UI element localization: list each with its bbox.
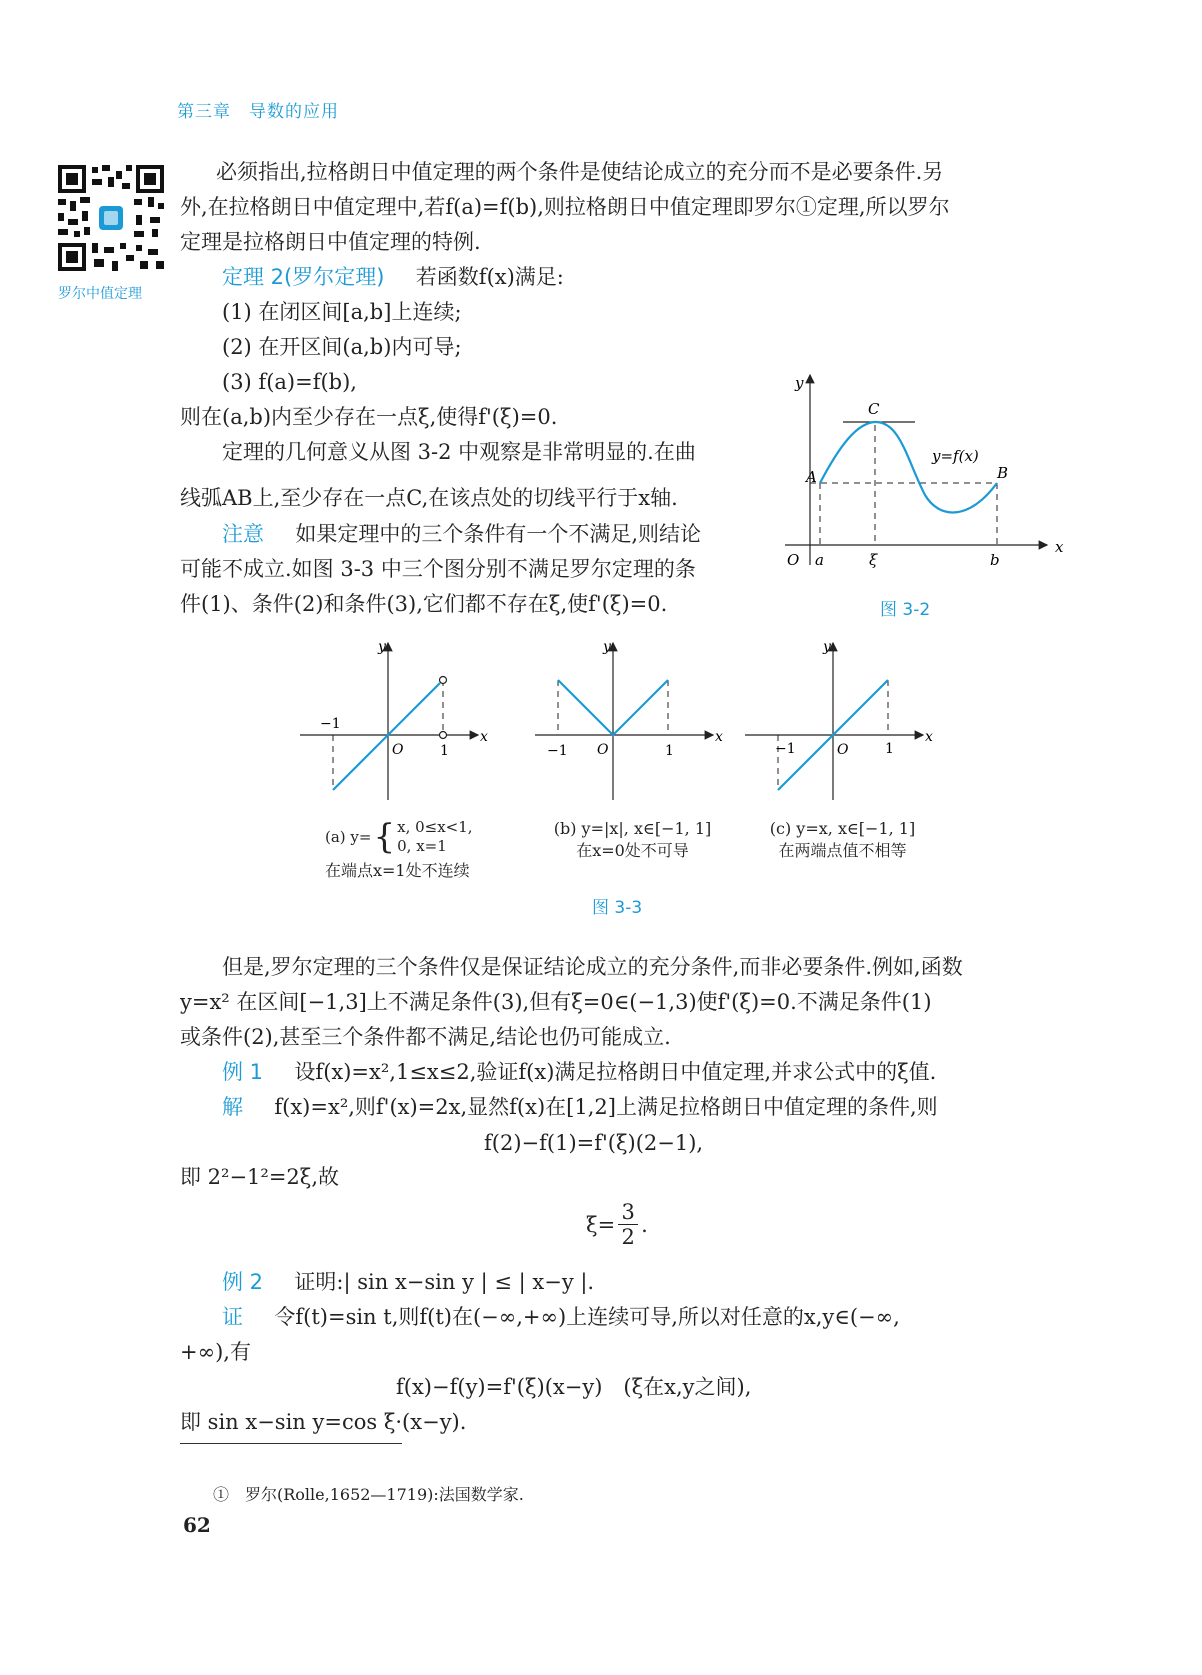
example2-label: 例 2 bbox=[222, 1270, 264, 1294]
fig32-y-label: y bbox=[795, 374, 804, 392]
fig33c-neg1: −1 bbox=[775, 741, 796, 757]
solution1-xi: ξ= bbox=[586, 1212, 616, 1237]
fig32-curve-label: y=f(x) bbox=[932, 447, 979, 465]
fig32-xi-label: ξ bbox=[869, 551, 878, 569]
solution1-denominator: 2 bbox=[621, 1225, 635, 1249]
fig33c-origin: O bbox=[837, 742, 849, 758]
footnote: ① 罗尔(Rolle,1652—1719):法国数学家. bbox=[213, 1485, 524, 1504]
chapter-header: 第三章 导数的应用 bbox=[177, 102, 339, 122]
fig33a-neg1: −1 bbox=[320, 716, 341, 732]
para1-line2: 外,在拉格朗日中值定理中,若f(a)=f(b),则拉格朗日中值定理即罗尔①定理,所以罗尔 bbox=[180, 195, 950, 219]
fig33a-cap-prefix: (a) y= bbox=[325, 828, 372, 846]
solution1-period: . bbox=[641, 1212, 648, 1237]
fig33a-origin: O bbox=[392, 742, 404, 758]
fig33a-case1: x, 0≤x<1, bbox=[397, 818, 473, 836]
proof2 bbox=[222, 1303, 900, 1331]
example2-text: 证明:| sin x−sin y | ≤ | x−y |. bbox=[294, 1270, 595, 1294]
fig33c-one: 1 bbox=[885, 741, 894, 757]
fig33a-cap-note: 在端点x=1处不连续 bbox=[325, 861, 470, 880]
fig33b-y-label: y bbox=[603, 639, 611, 655]
figure-3-3-caption: 图 3-3 bbox=[592, 898, 643, 918]
example2 bbox=[222, 1268, 594, 1296]
note-label: 注意 bbox=[222, 522, 264, 546]
fig32-A-label: A bbox=[806, 468, 817, 486]
fig33a-x-label: x bbox=[480, 729, 488, 745]
geom-line1: 定理的几何意义从图 3-2 中观察是非常明显的.在曲 bbox=[222, 440, 696, 464]
para1-line1: 必须指出,拉格朗日中值定理的两个条件是使结论成立的充分而不是必要条件.另 bbox=[216, 160, 944, 184]
example1 bbox=[222, 1058, 936, 1086]
fig33c-cap-line1: (c) y=x, x∈[−1, 1] bbox=[769, 819, 916, 838]
para2-line1: 但是,罗尔定理的三个条件仅是保证结论成立的充分条件,而非必要条件.例如,函数 bbox=[222, 955, 963, 979]
theorem2-intro: 若函数f(x)满足: bbox=[415, 265, 564, 289]
fig33b-origin: O bbox=[597, 742, 609, 758]
fig33c-x-label: x bbox=[925, 729, 933, 745]
proof2-line3: 即 sin x−sin y=cos ξ·(x−y). bbox=[180, 1410, 467, 1434]
fig33a-caption bbox=[325, 818, 495, 882]
fig33a-closed-point bbox=[440, 732, 447, 739]
qr-code-icon[interactable] bbox=[56, 163, 166, 273]
theorem2-conclusion: 则在(a,b)内至少存在一点ξ,使得f'(ξ)=0. bbox=[180, 405, 558, 429]
theorem2-condition-3: (3) f(a)=f(b), bbox=[222, 370, 357, 394]
fig32-x-label: x bbox=[1055, 538, 1064, 556]
proof2-line2: +∞),有 bbox=[180, 1340, 251, 1364]
fig33b-cap-line1: (b) y=|x|, x∈[−1, 1] bbox=[553, 819, 712, 838]
figure-3-2-caption: 图 3-2 bbox=[880, 600, 931, 620]
solution1-numerator: 3 bbox=[621, 1200, 635, 1224]
fig33a-case2: 0, x=1 bbox=[397, 837, 447, 855]
proof2-eq: f(x)−f(y)=f'(ξ)(x−y) (ξ在x,y之间), bbox=[396, 1375, 752, 1399]
solution1-label: 解 bbox=[222, 1095, 243, 1119]
note-line3: 件(1)、条件(2)和条件(3),它们都不存在ξ,使f'(ξ)=0. bbox=[180, 592, 668, 616]
fig33a-brace: { bbox=[373, 817, 396, 857]
example1-text: 设f(x)=x²,1≤x≤2,验证f(x)满足拉格朗日中值定理,并求公式中的ξ值. bbox=[294, 1060, 937, 1084]
figure-3-3a bbox=[300, 635, 490, 805]
theorem2-condition-1: (1) 在闭区间[a,b]上连续; bbox=[222, 300, 462, 324]
footnote-rule bbox=[180, 1443, 402, 1444]
fig33a-y-label: y bbox=[378, 639, 386, 655]
fig33b-x-label: x bbox=[715, 729, 723, 745]
para2-line3: 或条件(2),甚至三个条件都不满足,结论也仍可能成立. bbox=[180, 1025, 671, 1049]
fig33b-neg1: −1 bbox=[547, 743, 568, 759]
fig32-B-label: B bbox=[997, 464, 1009, 482]
solution1-fraction-equation bbox=[586, 1200, 648, 1249]
example1-label: 例 1 bbox=[222, 1060, 264, 1084]
fig33a-line bbox=[333, 683, 440, 790]
solution1-text: f(x)=x²,则f'(x)=2x,显然f(x)在[1,2]上满足拉格朗日中值定理的条件,则 bbox=[274, 1095, 938, 1119]
fig33b-caption bbox=[545, 818, 720, 862]
para2-line2: y=x² 在区间[−1,3]上不满足条件(3),但有ξ=0∈(−1,3)使f'(ξ)=0.不满足条件(1) bbox=[180, 990, 932, 1014]
fig33a-one: 1 bbox=[440, 743, 449, 759]
theorem2-title: 定理 2(罗尔定理) bbox=[222, 265, 385, 289]
theorem2-heading bbox=[222, 263, 564, 291]
fig33c-cap-line2: 在两端点值不相等 bbox=[778, 841, 907, 860]
figure-3-2 bbox=[775, 360, 1075, 590]
solution1-line2: 即 2²−1²=2ξ,故 bbox=[180, 1165, 340, 1189]
fig33c-y-label: y bbox=[823, 639, 831, 655]
geom-line2: 线弧AB上,至少存在一点C,在该点处的切线平行于x轴. bbox=[180, 486, 678, 510]
theorem2-condition-2: (2) 在开区间(a,b)内可导; bbox=[222, 335, 462, 359]
page-number: 62 bbox=[183, 1513, 211, 1537]
note-line2: 可能不成立.如图 3-3 中三个图分别不满足罗尔定理的条 bbox=[180, 557, 696, 581]
qr-label: 罗尔中值定理 bbox=[58, 286, 142, 302]
fig32-b-label: b bbox=[990, 551, 1000, 569]
proof2-label: 证 bbox=[222, 1305, 243, 1329]
note-text-1: 如果定理中的三个条件有一个不满足,则结论 bbox=[295, 522, 702, 546]
proof2-text: 令f(t)=sin t,则f(t)在(−∞,+∞)上连续可导,所以对任意的x,y∈(−∞, bbox=[274, 1305, 900, 1329]
figure-3-3c bbox=[745, 635, 935, 805]
fig33b-cap-line2: 在x=0处不可导 bbox=[576, 841, 689, 860]
solution1 bbox=[222, 1093, 938, 1121]
fig32-origin-label: O bbox=[787, 551, 800, 569]
fig32-a-label: a bbox=[815, 551, 824, 569]
fig33b-one: 1 bbox=[665, 743, 674, 759]
note-line1 bbox=[222, 520, 701, 548]
para1-line3: 定理是拉格朗日中值定理的特例. bbox=[180, 230, 481, 254]
fig33a-open-point bbox=[440, 677, 447, 684]
fig33c-caption bbox=[755, 818, 930, 862]
fig32-curve bbox=[820, 422, 997, 512]
figure-3-3b bbox=[535, 635, 725, 805]
solution1-eq1: f(2)−f(1)=f'(ξ)(2−1), bbox=[484, 1131, 704, 1155]
fig32-C-label: C bbox=[868, 400, 880, 418]
